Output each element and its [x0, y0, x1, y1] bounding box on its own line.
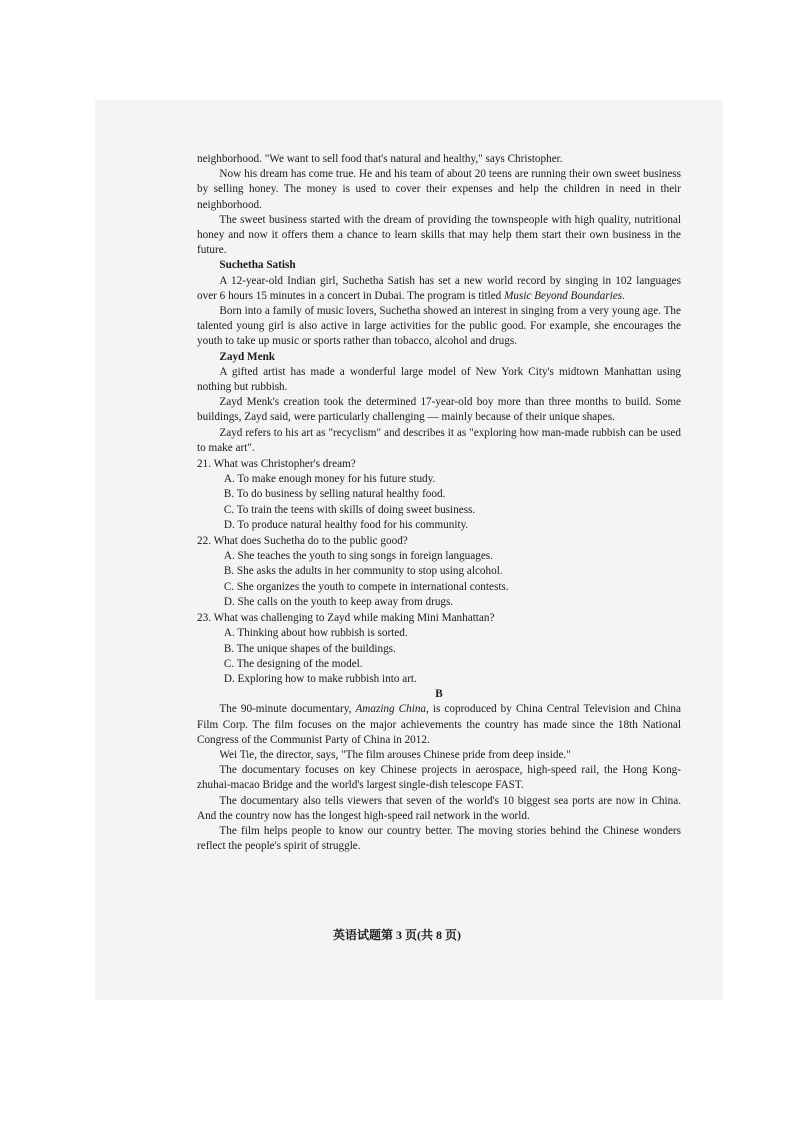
paragraph: The documentary focuses on key Chinese projects in aerospace, high-speed rail, the Hong Kong-zhuhai-macao Bridge and the world's largest single-dish telescope FAST.	[197, 764, 681, 792]
paragraph: Now his dream has come true. He and his team of about 20 teens are running their own sweet business by selling honey. The money is used to cover their expenses and help the children in need in their neighborhood.	[197, 168, 681, 211]
option: B. She asks the adults in her community to stop using alcohol.	[223, 565, 503, 578]
paragraph: Born into a family of music lovers, Suchetha showed an interest in singing from a very young age. The talented young girl is also active in large activities for the public good. For example, she encourages the youth to take up music or sports rather than tobacco, alcohol and drugs.	[197, 305, 681, 348]
page-content	[197, 152, 681, 854]
section-b-label: B	[435, 688, 443, 701]
paragraph: A 12-year-old Indian girl, Suchetha Satish has set a new world record by singing in 102 languages over 6 hours 15 minutes in a concert in Dubai. The program is titled Music Beyond Boundaries.	[197, 274, 681, 302]
question-21	[197, 457, 681, 533]
film-title: Amazing China	[355, 703, 427, 716]
option: D. She calls on the youth to keep away from drugs.	[223, 595, 454, 608]
question-stem: 22. What does Suchetha do to the public good?	[197, 535, 408, 548]
section-heading: Zayd Menk	[219, 350, 276, 363]
option: B. To do business by selling natural healthy food.	[223, 488, 446, 501]
option: A. She teaches the youth to sing songs in foreign languages.	[223, 550, 493, 563]
paragraph: A gifted artist has made a wonderful large model of New York City's midtown Manhattan using nothing but rubbish.	[197, 365, 681, 394]
paragraph: The sweet business started with the dream of providing the townspeople with high quality, nutritional honey and now it offers them a chance to learn skills that may help them start their own business in the future.	[197, 213, 681, 257]
paragraph: Zayd refers to his art as "recyclism" and describes it as "exploring how man-made rubbish can be used to make art".	[197, 426, 681, 454]
option: B. The unique shapes of the buildings.	[223, 642, 396, 655]
question-23	[197, 611, 681, 687]
option: A. To make enough money for his future study.	[223, 473, 436, 486]
paragraph: The 90-minute documentary, Amazing China, is coproduced by China Central Television and China Film Corp. The film focuses on the major achievements the country has made since the 18th National Congress of the Communist Party of China in 2012.	[197, 703, 681, 746]
option: D. To produce natural healthy food for his community.	[223, 518, 469, 531]
option: D. Exploring how to make rubbish into art.	[223, 672, 417, 685]
option: C. She organizes the youth to compete in international contests.	[223, 580, 509, 593]
question-stem: 23. What was challenging to Zayd while making Mini Manhattan?	[197, 612, 495, 625]
paragraph: neighborhood. "We want to sell food that's natural and healthy," says Christopher.	[197, 153, 563, 165]
section-heading: Suchetha Satish	[219, 259, 296, 272]
page-footer: 英语试题第 3 页(共 8 页)	[333, 928, 461, 942]
paragraph: The documentary also tells viewers that seven of the world's 10 biggest sea ports are now in China. And the country now has the longest high-speed rail network in the world.	[197, 794, 681, 822]
option: A. Thinking about how rubbish is sorted.	[223, 627, 408, 640]
option: C. The designing of the model.	[223, 657, 363, 670]
question-stem: 21. What was Christopher's dream?	[197, 458, 356, 471]
paragraph: Wei Tie, the director, says, "The film arouses Chinese pride from deep inside."	[219, 748, 571, 761]
program-title: Music Beyond Boundaries	[504, 289, 623, 302]
paragraph: The film helps people to know our country better. The moving stories behind the Chinese wonders reflect the people's spirit of struggle.	[197, 824, 681, 853]
paragraph: Zayd Menk's creation took the determined 17-year-old boy more than three months to build. Some buildings, Zayd said, were particularly challenging — mainly because of their unique shapes.	[197, 396, 681, 424]
question-22	[197, 534, 681, 610]
option: C. To train the teens with skills of doing sweet business.	[223, 503, 476, 516]
